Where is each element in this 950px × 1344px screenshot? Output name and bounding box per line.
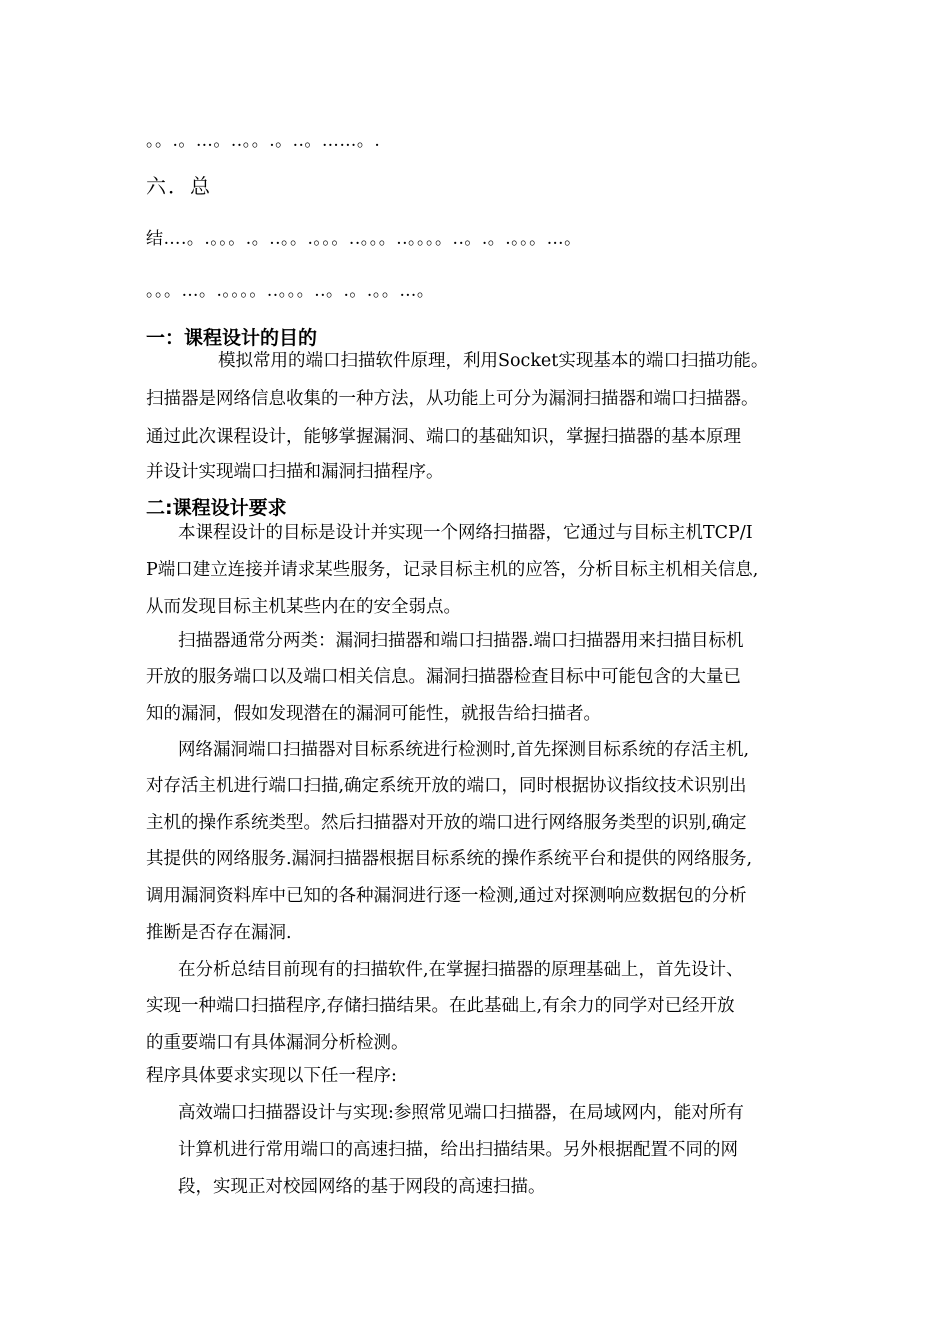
paragraph-line: 从而发现目标主机某些内在的安全弱点。 <box>146 597 461 617</box>
paragraph-line: 实现一种端口扫描程序,存储扫描结果。在此基础上,有余力的同学对已经开放 <box>146 996 735 1016</box>
paragraph-line: 模拟常用的端口扫描软件原理，利用Socket实现基本的端口扫描功能。 <box>218 351 769 371</box>
paragraph-line: 通过此次课程设计，能够掌握漏洞、端口的基础知识，掌握扫描器的基本原理 <box>146 427 741 447</box>
paragraph-line: 高效端口扫描器设计与实现:参照常见端口扫描器，在局域网内，能对所有 <box>178 1103 744 1123</box>
paragraph-line: 网络漏洞端口扫描器对目标系统进行检测时,首先探测目标系统的存活主机, <box>178 740 750 760</box>
paragraph-line: P端口建立连接并请求某些服务，记录目标主机的应答，分析目标主机相关信息, <box>146 560 759 580</box>
paragraph-line: 其提供的网络服务.漏洞扫描器根据目标系统的操作系统平台和提供的网络服务, <box>146 849 753 869</box>
toc-section-six-number: 六．总 <box>146 174 212 198</box>
section-heading-purpose: 一：课程设计的目的 <box>146 327 318 349</box>
paragraph-line: 开放的服务端口以及端口相关信息。漏洞扫描器检查目标中可能包含的大量已 <box>146 667 741 687</box>
paragraph-line: 扫描器通常分两类：漏洞扫描器和端口扫描器.端口扫描器用来扫描目标机 <box>178 631 744 651</box>
paragraph-line: 知的漏洞，假如发现潜在的漏洞可能性，就报告给扫描者。 <box>146 704 601 724</box>
paragraph-line: 在分析总结目前现有的扫描软件,在掌握扫描器的原理基础上，首先设计、 <box>178 960 744 980</box>
paragraph-line: 推断是否存在漏洞. <box>146 923 292 943</box>
toc-dots-line-1: 。。.。…。..。。.。..。……。. <box>146 131 381 151</box>
paragraph-line: 本课程设计的目标是设计并实现一个网络扫描器，它通过与目标主机TCP/I <box>178 523 753 543</box>
paragraph-line: 调用漏洞资料库中已知的各种漏洞进行逐一检测,通过对探测响应数据包的分析 <box>146 886 747 906</box>
section-heading-requirements: 二:课程设计要求 <box>146 497 287 519</box>
paragraph-line: 程序具体要求实现以下任一程序: <box>146 1066 397 1086</box>
toc-section-six-rest: 结….。.。。。.。..。。.。。。..。。。..。。。。..。.。.。。。…。 <box>146 229 582 249</box>
toc-dots-line-2: 。。。…。.。。。。..。。。..。.。.。。…。 <box>146 281 435 301</box>
paragraph-line: 对存活主机进行端口扫描,确定系统开放的端口，同时根据协议指纹技术识别出 <box>146 776 747 796</box>
paragraph-line: 的重要端口有具体漏洞分析检测。 <box>146 1033 409 1053</box>
paragraph-line: 并设计实现端口扫描和漏洞扫描程序。 <box>146 462 444 482</box>
paragraph-line: 主机的操作系统类型。然后扫描器对开放的端口进行网络服务类型的识别,确定 <box>146 813 747 833</box>
paragraph-line: 段，实现正对校园网络的基于网段的高速扫描。 <box>178 1177 546 1197</box>
paragraph-line: 扫描器是网络信息收集的一种方法，从功能上可分为漏洞扫描器和端口扫描器。 <box>146 389 759 409</box>
paragraph-line: 计算机进行常用端口的高速扫描，给出扫描结果。另外根据配置不同的网 <box>178 1140 738 1160</box>
